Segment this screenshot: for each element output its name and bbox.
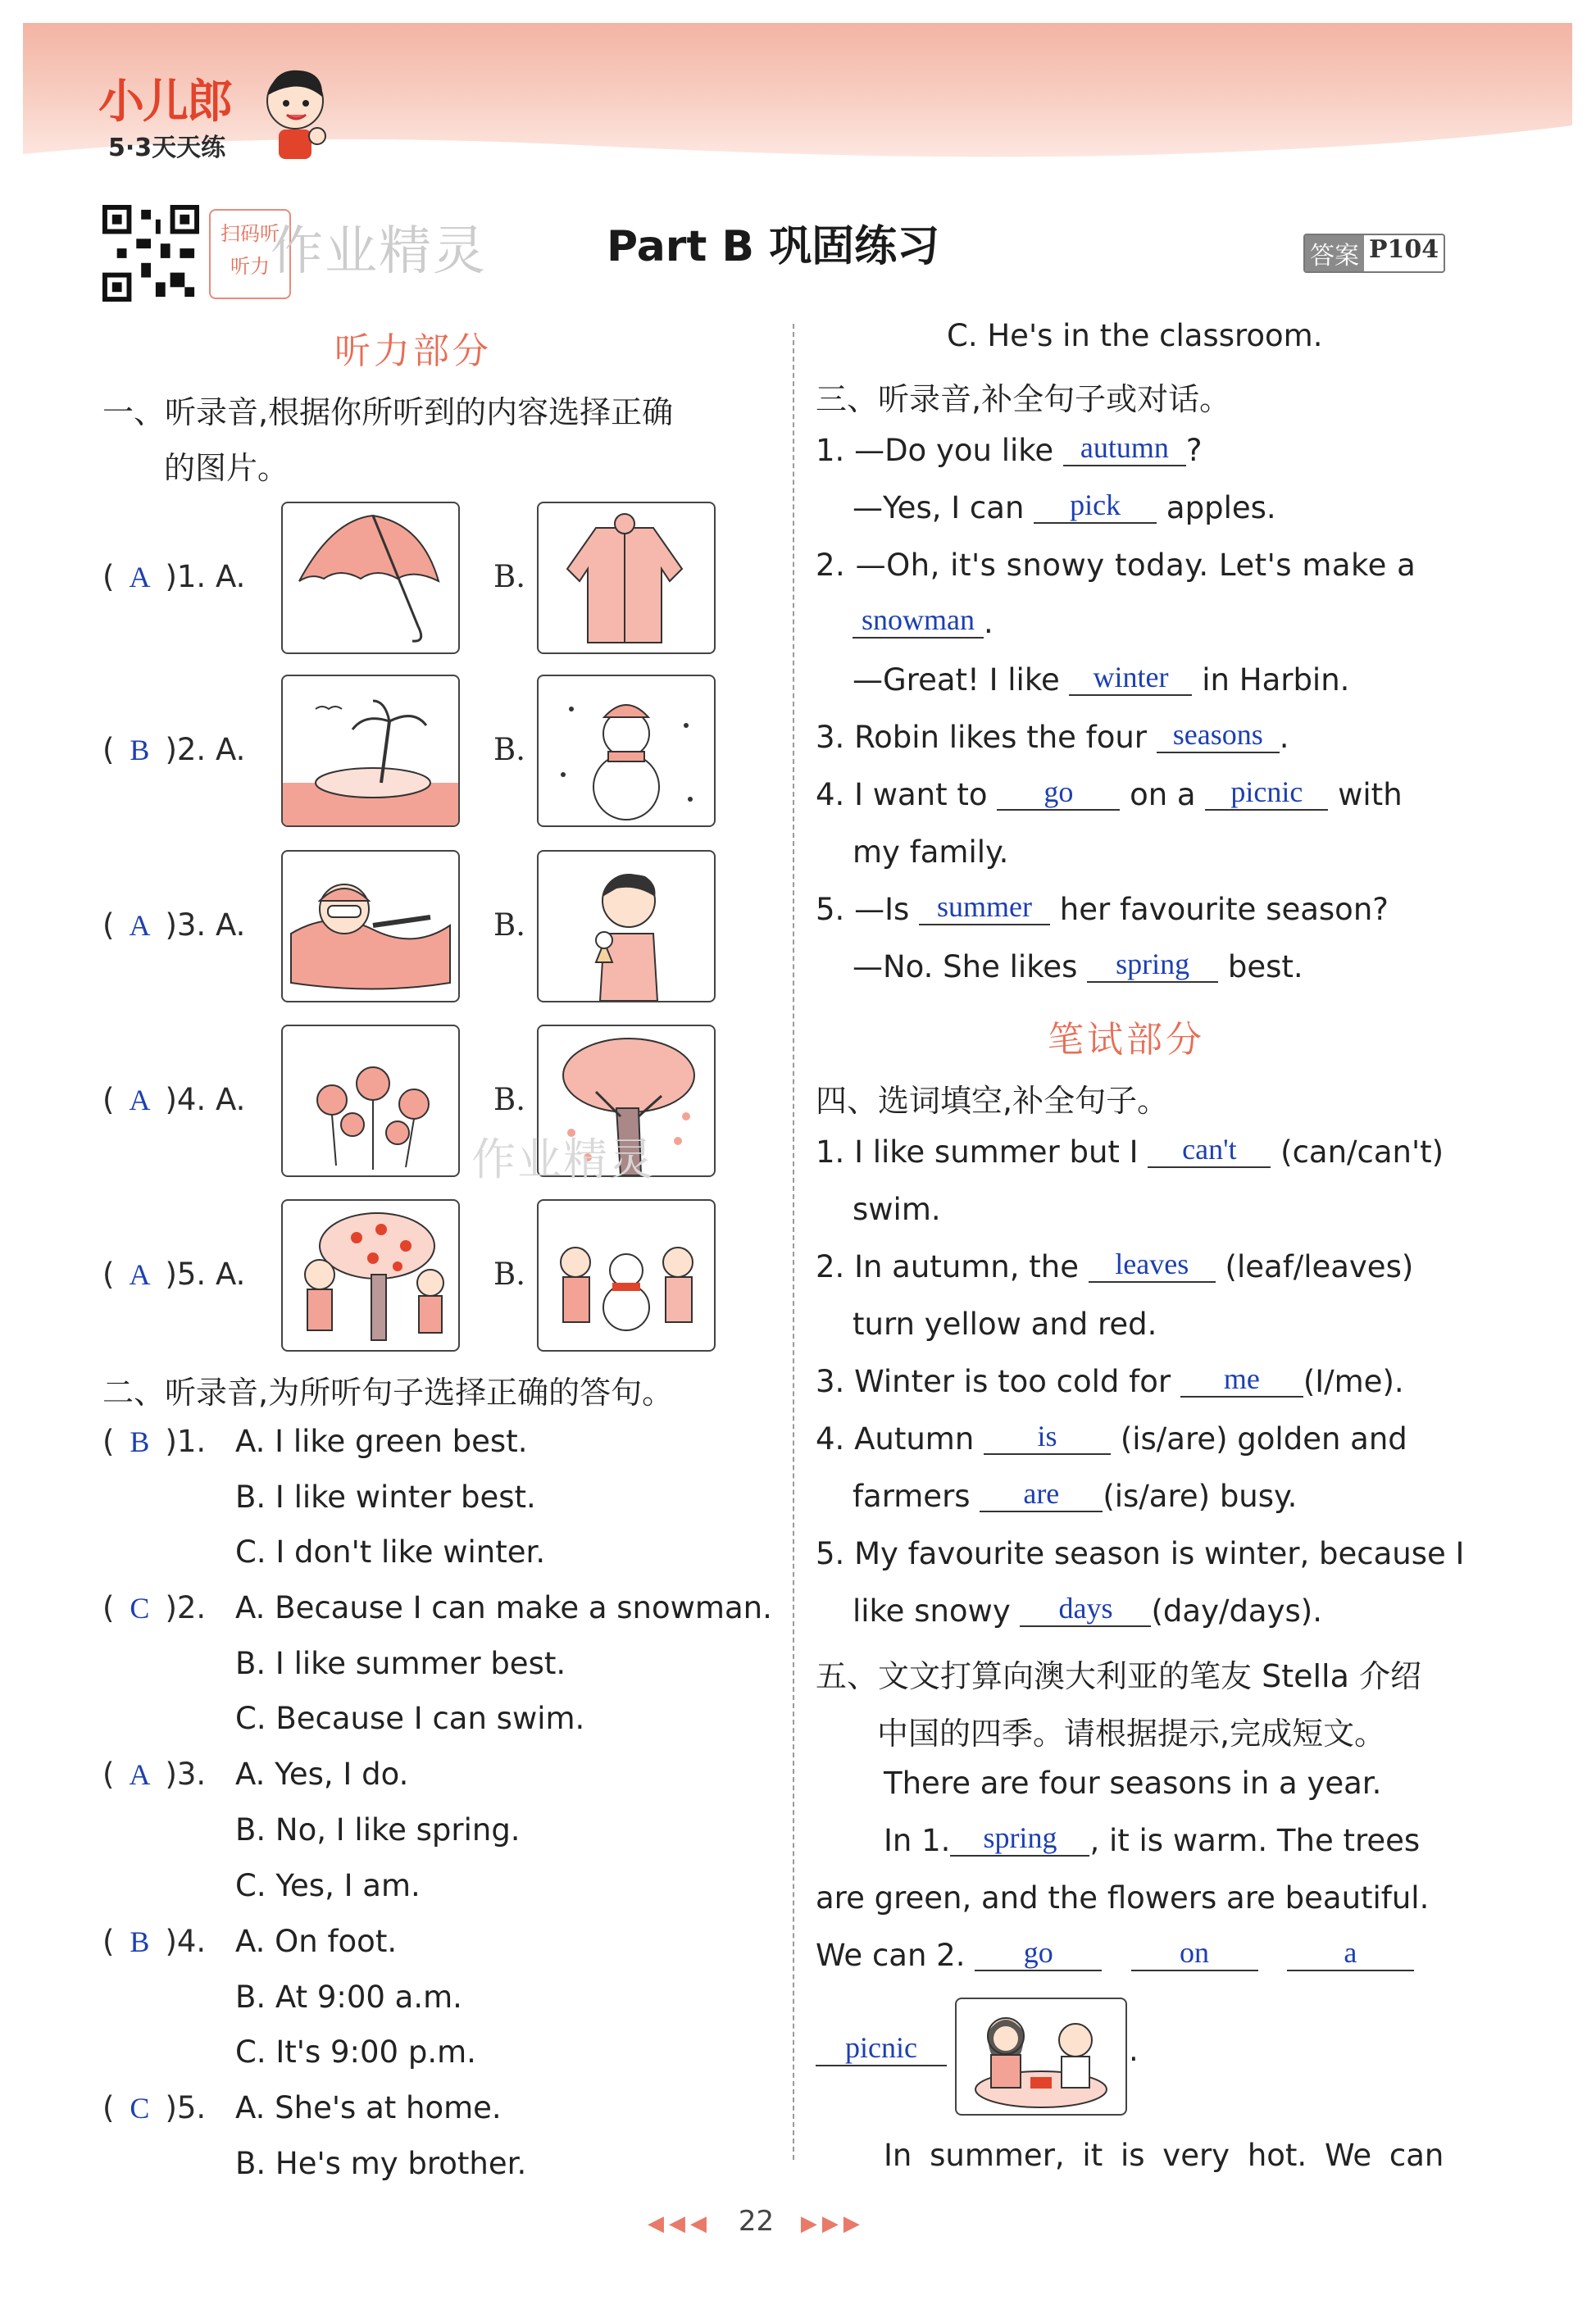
q5-line: picnic	[816, 2033, 947, 2070]
q5-line: .	[1129, 2033, 1139, 2068]
page-footer	[648, 2205, 865, 2238]
q5-title: 五、文文打算向澳大利亚的笔友 Stella 介绍	[816, 1658, 1421, 1694]
q4-line: swim.	[853, 1192, 941, 1227]
page-title: Part B 巩固练习	[607, 222, 940, 271]
carry-option: C. He's in the classroom.	[947, 318, 1323, 353]
q3-line: 4. I want to go on a picnic with	[816, 775, 1403, 812]
written-heading: 笔试部分	[1048, 1019, 1205, 1061]
q4-title: 四、选词填空,补全句子。	[816, 1083, 1169, 1119]
q3-line: 5. —Is summer her favourite season?	[816, 890, 1389, 927]
listening-heading: 听力部分	[334, 330, 492, 372]
next-arrows-icon: ▶▶▶	[800, 2211, 865, 2236]
q1-title: 一、听录音,根据你所听到的内容选择正确	[102, 394, 674, 430]
q3-line: —No. She likes spring best.	[853, 948, 1303, 984]
watermark: 作业精灵	[271, 221, 487, 282]
umbrella-icon[interactable]	[281, 502, 460, 654]
q3-line: —Great! I like winter in Harbin.	[853, 661, 1350, 698]
watermark: 作业精灵	[471, 1134, 655, 1185]
q5-title-cont: 中国的四季。请根据提示,完成短文。	[877, 1716, 1386, 1752]
q3-line: 2. —Oh, it's snowy today. Let's make a	[816, 548, 1416, 583]
scan-listen-label: 扫码听听力	[209, 209, 291, 299]
page-number: 22	[738, 2205, 775, 2238]
q5-line: are green, and the flowers are beautiful.	[816, 1880, 1430, 1916]
kids-snowman-icon[interactable]	[537, 1199, 716, 1352]
logo-subtitle: 5·3天天练	[108, 134, 226, 162]
apple-picking-icon[interactable]	[281, 1199, 460, 1352]
q4-line: like snowy days (day/days).	[853, 1592, 1322, 1629]
mascot-icon	[258, 64, 332, 162]
picnic-icon[interactable]	[955, 1998, 1127, 2116]
swimmer-icon[interactable]	[281, 850, 460, 1002]
q5-line: In summer, it is very hot. We can	[884, 2138, 1444, 2173]
column-divider	[793, 324, 794, 2160]
q4-line: 1. I like summer but I can't (can/can't)	[816, 1133, 1444, 1170]
raincoat-icon[interactable]	[537, 502, 716, 654]
prev-arrows-icon: ◀◀◀	[648, 2211, 712, 2236]
banner-wave	[23, 121, 1572, 170]
qr-code-icon[interactable]	[102, 205, 199, 302]
q5-line: In 1. spring , it is warm. The trees	[884, 1821, 1421, 1858]
q3-line: my family.	[853, 834, 1009, 870]
snowman-icon[interactable]	[537, 675, 716, 827]
answer-page-tag: 答案 P104	[1303, 234, 1445, 273]
header-banner	[23, 23, 1572, 162]
q4-line: 5. My favourite season is winter, because I	[816, 1536, 1465, 1571]
q3-line: 3. Robin likes the four seasons .	[816, 718, 1289, 755]
q5-line: We can 2. go on a	[816, 1938, 1414, 1975]
boy-icecream-icon[interactable]	[537, 850, 716, 1002]
q3-line: 1. —Do you like autumn ?	[816, 431, 1203, 468]
q2-title: 二、听录音,为所听句子选择正确的答句。	[102, 1375, 674, 1411]
q4-line: turn yellow and red.	[853, 1307, 1157, 1342]
flowers-icon[interactable]	[281, 1025, 460, 1177]
q3-title: 三、听录音,补全句子或对话。	[816, 381, 1231, 417]
q4-line: 2. In autumn, the leaves (leaf/leaves)	[816, 1248, 1414, 1284]
q4-line: 3. Winter is too cold for me (I/me).	[816, 1362, 1404, 1399]
q5-line: There are four seasons in a year.	[884, 1766, 1382, 1801]
q4-line: 4. Autumn is (is/are) golden and	[816, 1420, 1407, 1457]
q1-title-cont: 的图片。	[164, 450, 289, 486]
q4-line: farmers are (is/are) busy.	[853, 1477, 1298, 1514]
q3-line: —Yes, I can pick apples.	[853, 489, 1276, 525]
q3-line: snowman .	[853, 605, 994, 642]
logo: 小儿郎	[98, 75, 231, 129]
island-icon[interactable]	[281, 675, 460, 827]
